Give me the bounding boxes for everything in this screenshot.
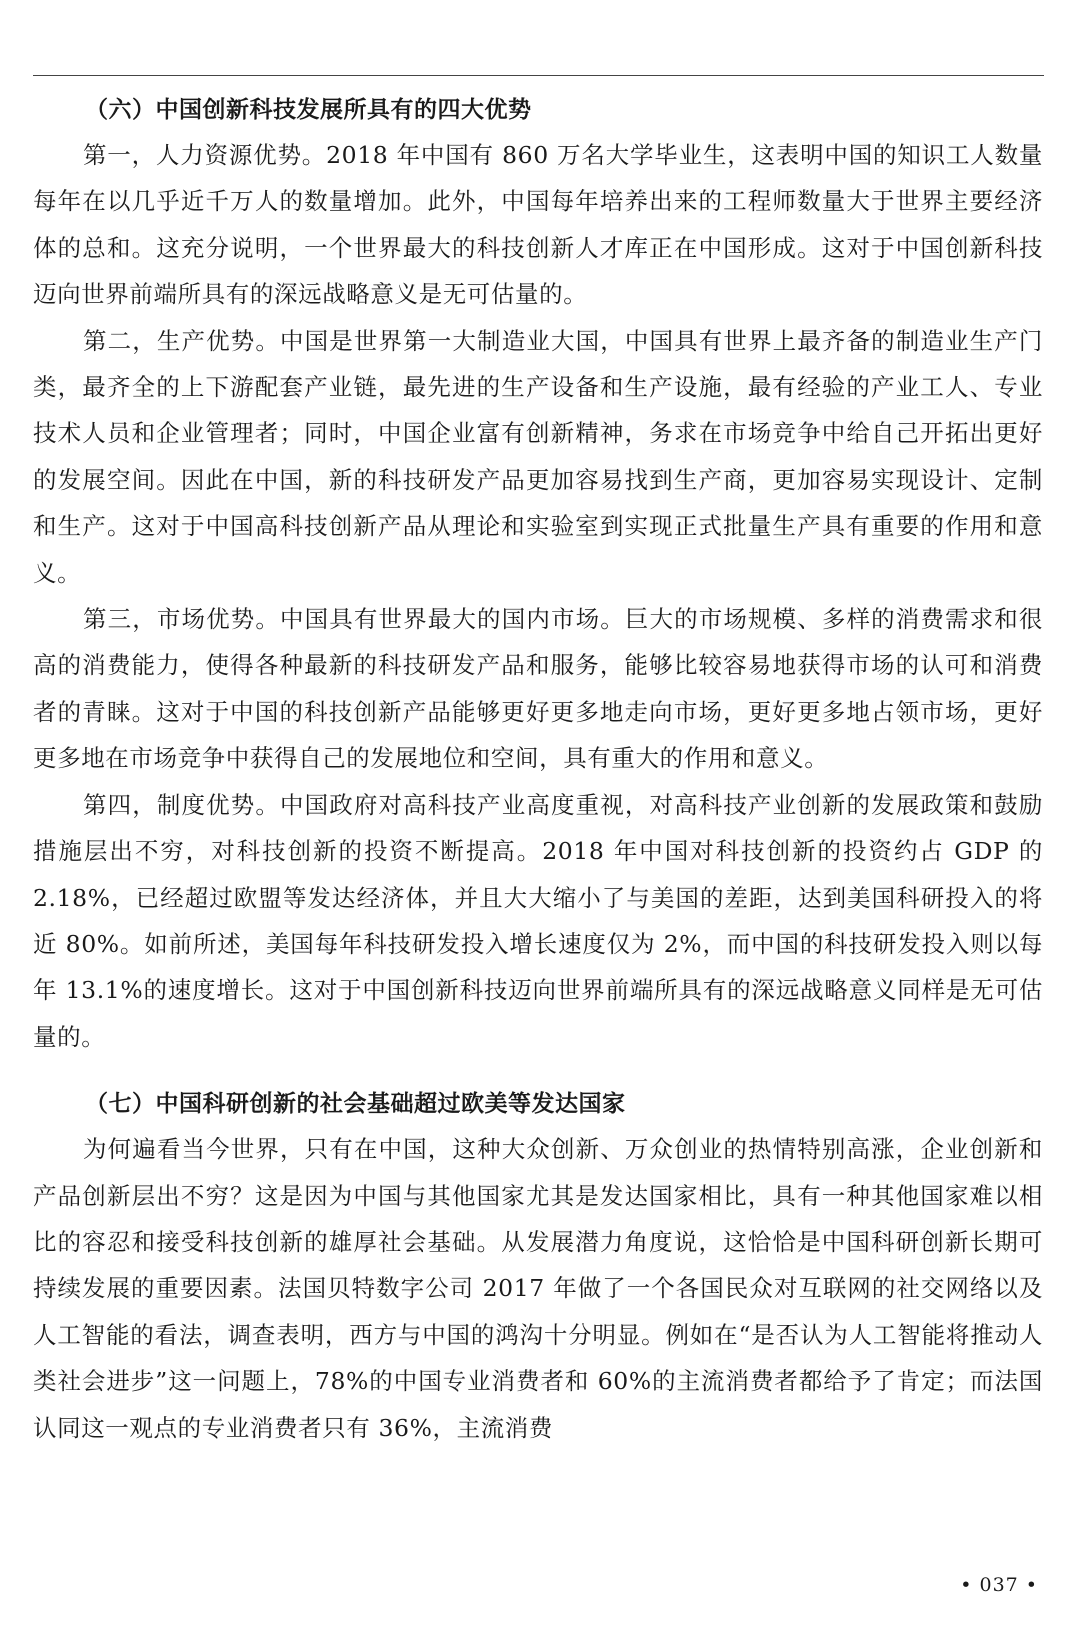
section-spacer [33, 1060, 1043, 1082]
paragraph: 第三，市场优势。中国具有世界最大的国内市场。巨大的市场规模、多样的消费需求和很高的消费能力，使得各种最新的科技研发产品和服务，能够比较容易地获得市场的认可和消费者的青睐。这对于中国的科技创新产品能够更好更多地走向市场，更好更多地占领市场，更好更多地在市场竞争中获得自己的发展地位和空间，具有重大的作用和意义。 [33, 605, 1043, 773]
section-heading: （七）中国科研创新的社会基础超过欧美等发达国家 [85, 1091, 626, 1118]
paragraph: 第一，人力资源优势。2018 年中国有 860 万名大学毕业生，这表明中国的知识工人数量每年在以几乎近千万人的数量增加。此外，中国每年培养出来的工程师数量大于世界主要经济体的总和。这充分说明，一个世界最大的科技创新人才库正在中国形成。这对于中国创新科技迈向世界前端所具有的深远战略意义是无可估量的。 [33, 141, 1043, 309]
section-six [33, 88, 1043, 1060]
section-heading: （六）中国创新科技发展所具有的四大优势 [85, 97, 532, 123]
section-seven [33, 1082, 1043, 1451]
paragraph: 第二，生产优势。中国是世界第一大制造业大国，中国具有世界上最齐备的制造业生产门类，最齐全的上下游配套产业链，最先进的生产设备和生产设施，最有经验的产业工人、专业技术人员和企业管理者；同时，中国企业富有创新精神，务求在市场竞争中给自己开拓出更好的发展空间。因此在中国，新的科技研发产品更加容易找到生产商，更加容易实现设计、定制和生产。这对于中国高科技创新产品从理论和实验室到实现正式批量生产具有重要的作用和意义。 [33, 326, 1043, 587]
paragraph: 第四，制度优势。中国政府对高科技产业高度重视，对高科技产业创新的发展政策和鼓励措施层出不穷，对科技创新的投资不断提高。2018 年中国对科技创新的投资约占 GDP 的 2.18%，已经超过欧盟等发达经济体，并且大大缩小了与美国的差距，达到美国科研投入的将近 80%。如前所述，美国每年科技研发投入增长速度仅为 2%，而中国的科技研发投入则以每年 13.1%的速度增长。这对于中国创新科技迈向世界前端所具有的深远战略意义同样是无可估量的。 [33, 790, 1043, 1051]
header-rule [33, 75, 1044, 76]
paragraph: 为何遍看当今世界，只有在中国，这种大众创新、万众创业的热情特别高涨，企业创新和产品创新层出不穷？这是因为中国与其他国家尤其是发达国家相比，具有一种其他国家难以相比的容忍和接受科技创新的雄厚社会基础。从发展潜力角度说，这恰恰是中国科研创新长期可持续发展的重要因素。法国贝特数字公司 2017 年做了一个各国民众对互联网的社交网络以及人工智能的看法，调查表明，西方与中国的鸿沟十分明显。例如在“是否认为人工智能将推动人类社会进步”这一问题上，78%的中国专业消费者和 60%的主流消费者都给予了肯定；而法国认同这一观点的专业消费者只有 36%，主流消费 [33, 1135, 1043, 1442]
page-number: • 037 • [960, 1574, 1038, 1596]
page-body [33, 88, 1043, 1451]
